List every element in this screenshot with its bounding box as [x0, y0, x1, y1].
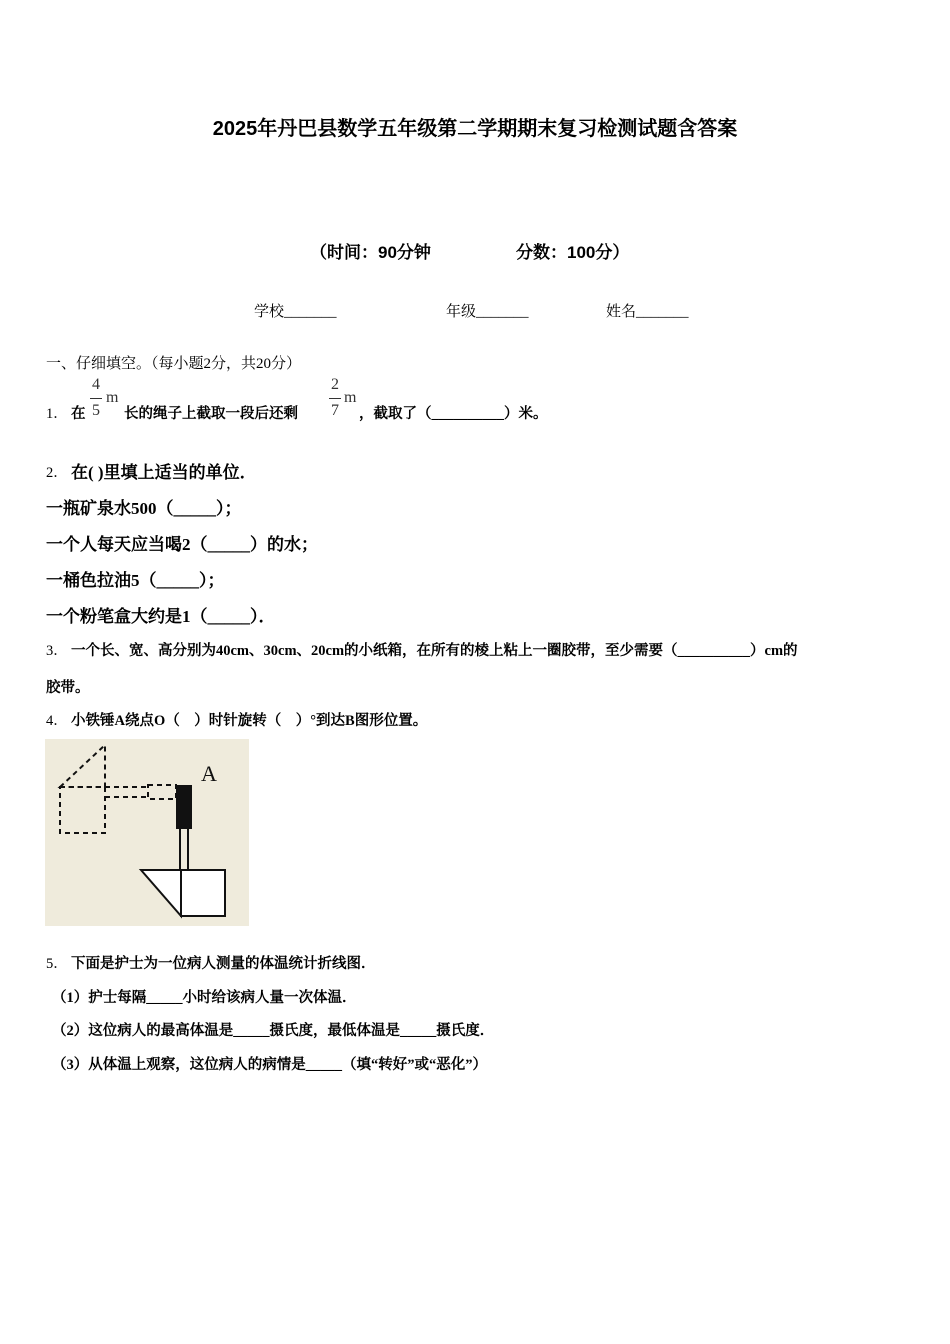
- solid-hammer-a: [141, 785, 225, 916]
- question-5-stem: 下面是护士为一位病人测量的体温统计折线图．: [71, 956, 376, 972]
- dashed-triangle-head: [60, 745, 105, 787]
- hammer-grip: [176, 785, 192, 829]
- label-a: A: [201, 761, 217, 786]
- fraction-numerator: 2: [331, 376, 339, 393]
- fraction-unit: m: [106, 389, 119, 406]
- fraction-denominator: 7: [331, 402, 339, 419]
- question-3-line-2: 胶带。: [46, 680, 90, 696]
- grade-field-label: 年级_______: [446, 304, 529, 320]
- question-1-text-mid: 长的绳子上截取一段后还剩: [124, 406, 298, 422]
- question-number: 5．: [46, 956, 68, 972]
- question-5-sub-3: （3）从体温上观察，这位病人的病情是_____（填“转好”或“恶化”）: [52, 1057, 487, 1073]
- fraction-bar: [90, 398, 102, 399]
- question-number: 4．: [46, 713, 68, 729]
- question-1-text-pre: 在: [71, 406, 86, 422]
- question-4-stem: 小铁锤A绕点O（ ）时针旋转（ ）°到达B图形位置。: [71, 713, 428, 729]
- hammer-triangle-head: [141, 870, 181, 916]
- question-5-sub-2: （2）这位病人的最高体温是_____摄氏度，最低体温是_____摄氏度．: [52, 1023, 495, 1039]
- dashed-hammer-b: [60, 745, 176, 833]
- fraction-denominator: 5: [92, 402, 100, 419]
- question-number: 3．: [46, 643, 68, 659]
- fraction-bar: [329, 398, 341, 399]
- question-number: 1．: [46, 406, 68, 422]
- school-field-label: 学校_______: [254, 304, 337, 320]
- question-3-line-1: 一个长、宽、高分别为40cm、30cm、20cm的小纸箱，在所有的棱上粘上一圈胶带，至少需要（__________）cm的: [71, 643, 798, 659]
- question-5-sub-1: （1）护士每隔_____小时给该病人量一次体温．: [52, 990, 357, 1006]
- time-label: （时间：90分钟: [310, 243, 431, 262]
- question-2-stem: 在( )里填上适当的单位．: [71, 463, 257, 482]
- question-2-line: 一桶色拉油5（_____）；: [46, 571, 225, 590]
- hammer-square-head: [181, 870, 225, 916]
- hammer-rotation-diagram: [45, 739, 249, 926]
- hammer-rotation-figure: [45, 739, 249, 926]
- question-1-text-post: ，截取了（__________）米。: [359, 406, 548, 422]
- fraction-unit: m: [344, 389, 357, 406]
- score-label: 分数：100分）: [516, 243, 630, 262]
- document-title: 2025年丹巴县数学五年级第二学期期末复习检测试题含答案: [212, 118, 738, 140]
- fraction-numerator: 4: [92, 376, 100, 393]
- dashed-square-head: [60, 787, 105, 833]
- section-heading: 一、仔细填空。（每小题2分，共20分）: [46, 356, 302, 372]
- name-field-label: 姓名_______: [606, 304, 689, 320]
- question-number: 2．: [46, 465, 68, 481]
- question-2-line: 一瓶矿泉水500（_____）；: [46, 499, 242, 518]
- question-2-line: 一个粉笔盒大约是1（_____）．: [46, 607, 276, 626]
- dashed-grip: [148, 785, 176, 799]
- question-2-line: 一个人每天应当喝2（_____）的水；: [46, 535, 318, 554]
